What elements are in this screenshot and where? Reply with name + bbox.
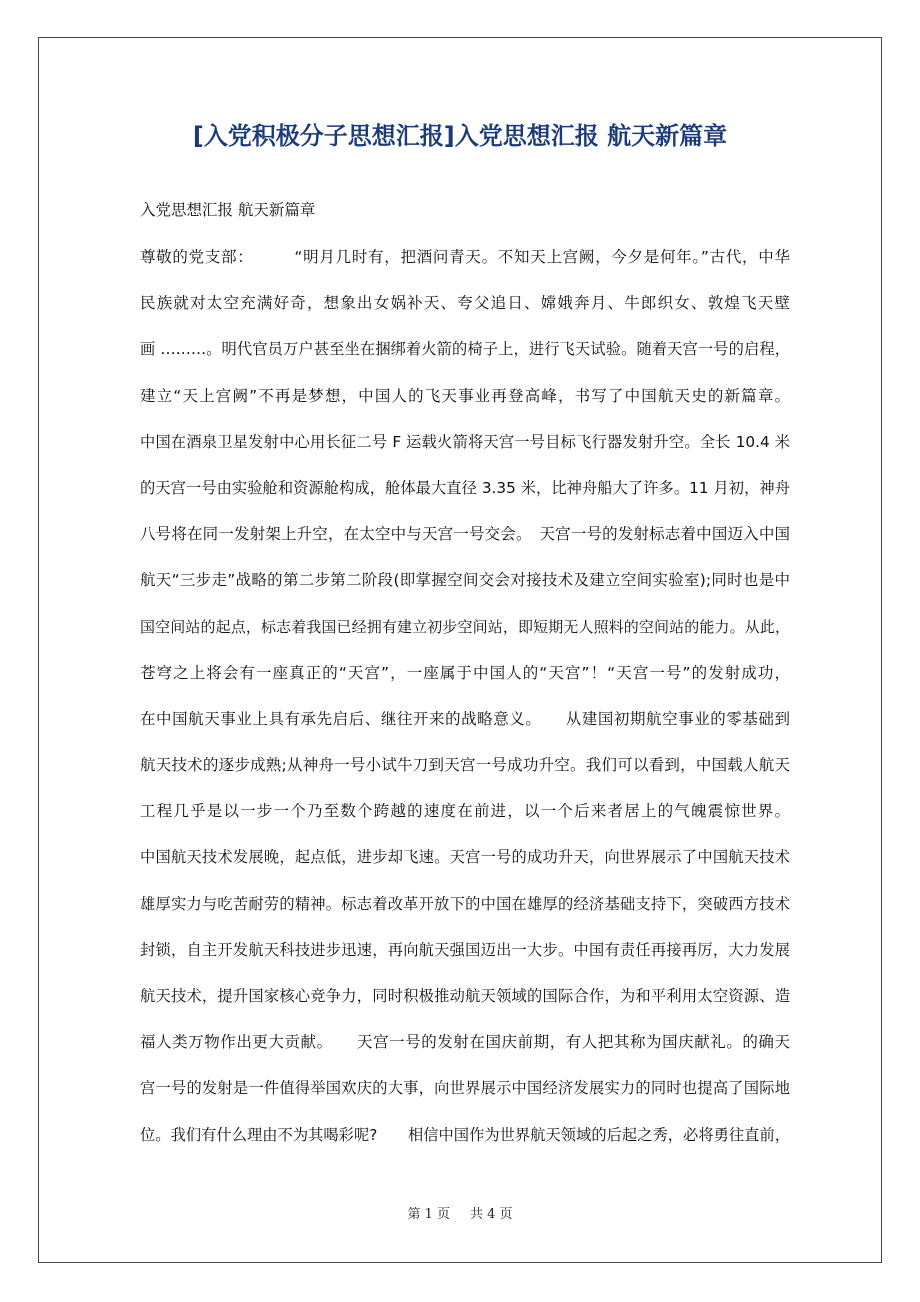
body-line: 建立“天上宫阙”不再是梦想，中国人的飞天事业再登高峰，书写了中国航天史的新篇章。	[140, 386, 790, 405]
page-footer	[38, 1205, 882, 1225]
body-line: 民族就对太空充满好奇，想象出女娲补天、夸父追日、嫦娥奔月、牛郎织女、敦煌飞天壁	[140, 294, 790, 313]
body-line: 八号将在同一发射架上升空，在太空中与天宫一号交会。 天宫一号的发射标志着中国迈入中国	[140, 525, 790, 544]
body-line: 苍穹之上将会有一座真正的“天宫”，一座属于中国人的“天宫”！“天宫一号”的发射成功，	[140, 663, 790, 682]
body-line: 尊敬的党支部： “明月几时有，把酒问青天。不知天上宫阙，今夕是何年。”古代，中华	[140, 248, 790, 266]
body-line: 航天技术，提升国家核心竞争力，同时积极推动航天领域的国际合作，为和平利用太空资源、造	[140, 987, 790, 1005]
page-total: 共 4 页	[470, 1207, 513, 1222]
body-line: 中国在酒泉卫星发射中心用长征二号 F 运载火箭将天宫一号目标飞行器发射升空。全长 10.4 米	[140, 432, 790, 451]
body-line: 航天“三步走”战略的第二步第二阶段(即掌握空间交会对接技术及建立空间实验室);同时也是中	[140, 571, 790, 590]
page-number: 第 1 页	[407, 1207, 450, 1222]
body-line: 航天技术的逐步成熟;从神舟一号小试牛刀到天宫一号成功升空。我们可以看到，中国载人航天	[140, 756, 790, 775]
document-subtitle: 入党思想汇报 航天新篇章	[140, 201, 316, 219]
body-line: 雄厚实力与吃苦耐劳的精神。标志着改革开放下的中国在雄厚的经济基础支持下，突破西方技术	[140, 894, 790, 913]
body-line: 宫一号的发射是一件值得举国欢庆的大事，向世界展示中国经济发展实力的同时也提高了国际地	[140, 1079, 790, 1098]
body-line: 福人类万物作出更大贡献。 天宫一号的发射在国庆前期，有人把其称为国庆献礼。的确天	[140, 1033, 790, 1052]
document-body	[140, 242, 790, 1166]
body-line: 位。我们有什么理由不为其喝彩呢? 相信中国作为世界航天领域的后起之秀，必将勇往直前，	[140, 1125, 790, 1144]
body-line: 的天宫一号由实验舱和资源舱构成，舱体最大直径 3.35 米，比神舟船大了许多。11 月初，神舟	[140, 478, 790, 497]
body-line: 在中国航天事业上具有承先启后、继往开来的战略意义。 从建国初期航空事业的零基础到	[140, 709, 790, 728]
body-line: 工程几乎是以一步一个乃至数个跨越的速度在前进，以一个后来者居上的气魄震惊世界。	[140, 802, 790, 821]
body-line: 国空间站的起点，标志着我国已经拥有建立初步空间站，即短期无人照料的空间站的能力。从此，	[140, 617, 790, 636]
body-line: 封锁，自主开发航天科技进步迅速，再向航天强国迈出一大步。中国有责任再接再厉，大力发展	[140, 940, 790, 959]
body-line: 画 ………。明代官员万户甚至坐在捆绑着火箭的椅子上，进行飞天试验。随着天宫一号的启程，	[140, 340, 790, 359]
body-line: 中国航天技术发展晚，起点低，进步却飞速。天宫一号的成功升天，向世界展示了中国航天技术	[140, 848, 790, 867]
document-title: [入党积极分子思想汇报]入党思想汇报 航天新篇章	[192, 122, 728, 150]
